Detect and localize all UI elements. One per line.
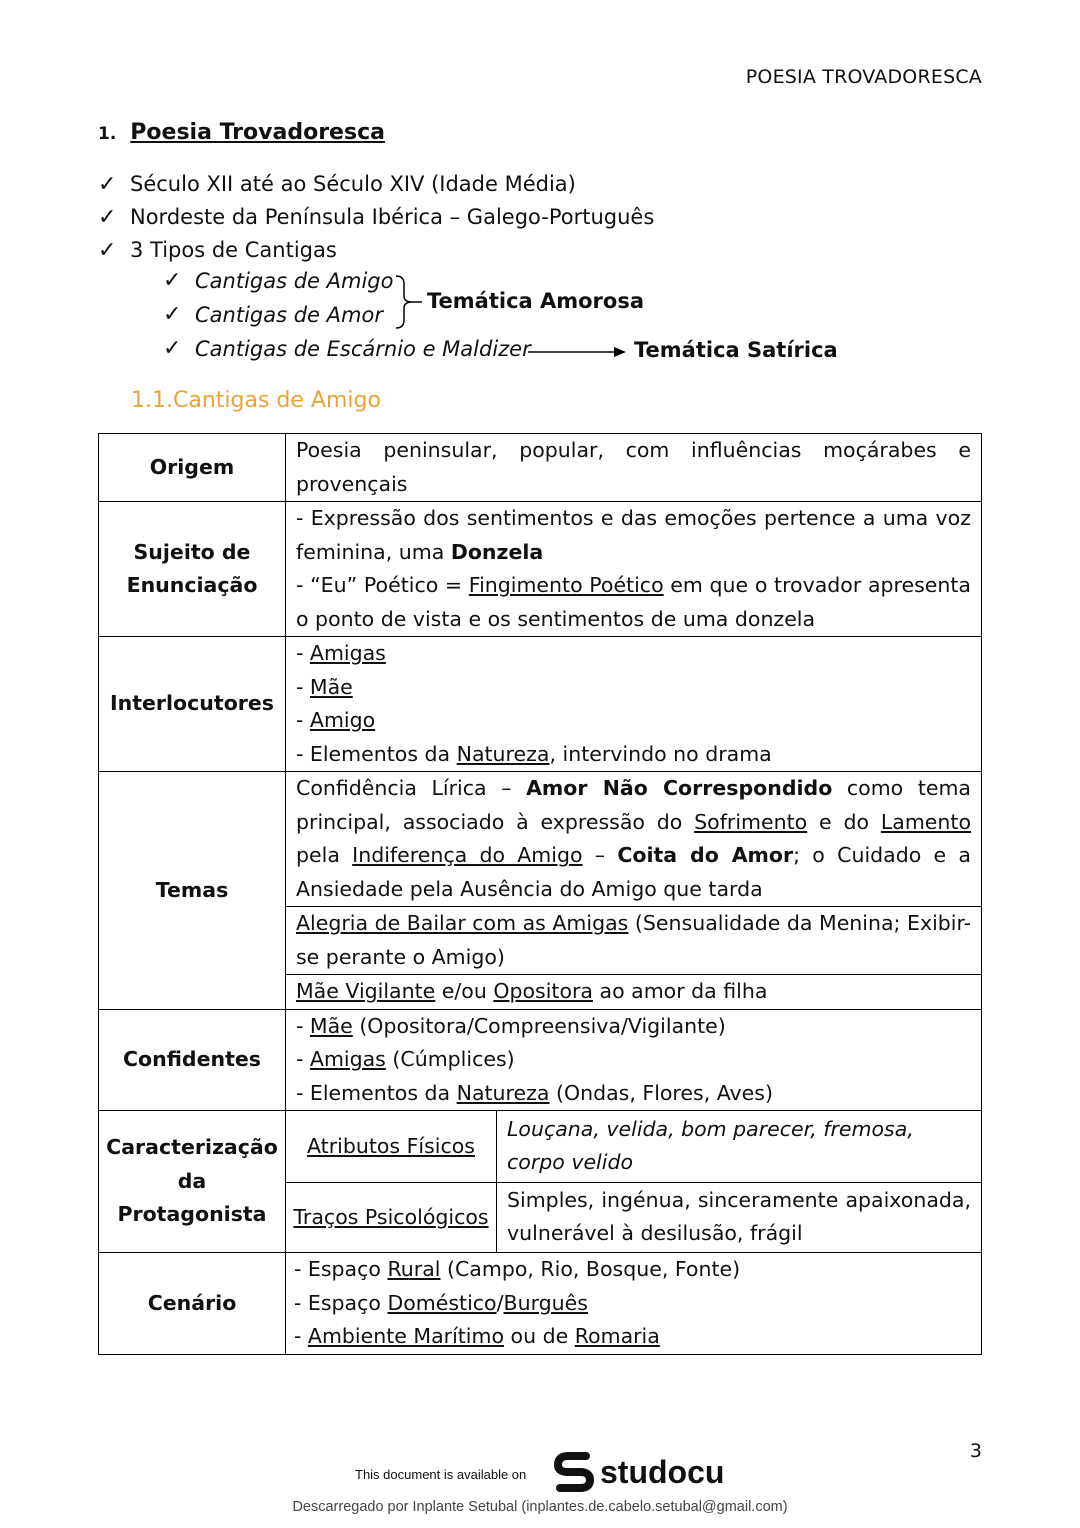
check-icon: ✓ [98,238,117,263]
footer-available-text: This document is available on [355,1467,527,1482]
table-row [99,1253,982,1355]
studocu-s-icon [554,1450,594,1494]
table-row: Traços Psicológicos Simples, ingénua, sinceramente apaixonada, vulnerável à desilusão, frágil [286,1182,981,1252]
check-icon: ✓ [98,172,117,197]
tematica-amorosa: Temática Amorosa [427,289,645,313]
table-row [99,1111,982,1253]
row-label: Confidentes [99,1009,286,1111]
row-content: - Expressão dos sentimentos e das emoções pertence a uma voz feminina, uma Donzela - “Eu” Poético = Fingimento Poético em que o trovador apresenta o ponto de vista e os sentimentos de uma donzela [286,502,982,637]
right-brace-icon [392,274,424,330]
row-label: Origem [99,434,286,502]
bullet-list [98,168,654,267]
check-icon: ✓ [98,205,117,230]
row-content: - Mãe (Opositora/Compreensiva/Vigilante) - Amigas (Cúmplices) - Elementos da Natureza (Ondas, Flores, Aves) [286,1009,982,1111]
right-arrow-icon [528,345,628,359]
row-content: Alegria de Bailar com as Amigas (Sensualidade da Menina; Exibir-se perante o Amigo) [286,907,982,975]
row-content: Mãe Vigilante e/ou Opositora ao amor da filha [286,975,982,1010]
row-label: Cenário [99,1253,286,1355]
table-row [99,637,982,772]
table-row [99,772,982,907]
row-content: Poesia peninsular, popular, com influências moçárabes e provençais [286,434,982,502]
row-label: Sujeito de Enunciação [99,502,286,637]
row-label: Interlocutores [99,637,286,772]
footer-download-text: Descarregado por Inplante Setubal (inplantes.de.cabelo.setubal@gmail.com) [292,1499,788,1515]
table-row [99,1009,982,1111]
sub-list-item: ✓ Cantigas de Amigo [163,268,394,293]
row-label: Temas [99,772,286,1010]
subsection-heading: 1.1.Cantigas de Amigo [131,388,381,413]
check-icon: ✓ [163,268,182,293]
row-content [286,1111,982,1253]
cantigas-amigo-table [98,433,982,1355]
row-content: Confidência Lírica – Amor Não Correspondido como tema principal, associado à expressão do Sofrimento e do Lamento pela Indiferença do Amigo – Coita do Amor; o Cuidado e a Ansiedade pela Ausência do Amigo que tarda [286,772,982,907]
section-title: Poesia Trovadoresca [130,120,385,145]
table-row [99,502,982,637]
list-item: ✓ 3 Tipos de Cantigas [98,234,654,267]
check-icon: ✓ [163,336,182,361]
sub-list-item: ✓ Cantigas de Amor [163,302,383,327]
section-number: 1. [98,124,117,144]
row-content: - Espaço Rural (Campo, Rio, Bosque, Fonte) - Espaço Doméstico/Burguês - Ambiente Marítimo ou de Romaria [286,1253,982,1355]
studocu-wordmark: studocu [600,1453,725,1490]
table-row [99,434,982,502]
running-header: POESIA TROVADORESCA [745,66,982,88]
list-item: ✓ Nordeste da Península Ibérica – Galego-Português [98,201,654,234]
page-number: 3 [969,1440,982,1462]
sub-list-item: ✓ Cantigas de Escárnio e Maldizer [163,336,531,361]
row-label: Caracterização da Protagonista [99,1111,286,1253]
table-row: Atributos Físicos Louçana, velida, bom parecer, fremosa, corpo velido [286,1111,981,1182]
studocu-logo[interactable] [554,1450,724,1494]
section-heading [98,120,385,145]
list-item: ✓ Século XII até ao Século XIV (Idade Média) [98,168,654,201]
check-icon: ✓ [163,302,182,327]
protagonista-subtable [286,1111,981,1252]
tematica-satirica: Temática Satírica [634,338,838,362]
row-content: - Amigas - Mãe - Amigo - Elementos da Natureza, intervindo no drama [286,637,982,772]
